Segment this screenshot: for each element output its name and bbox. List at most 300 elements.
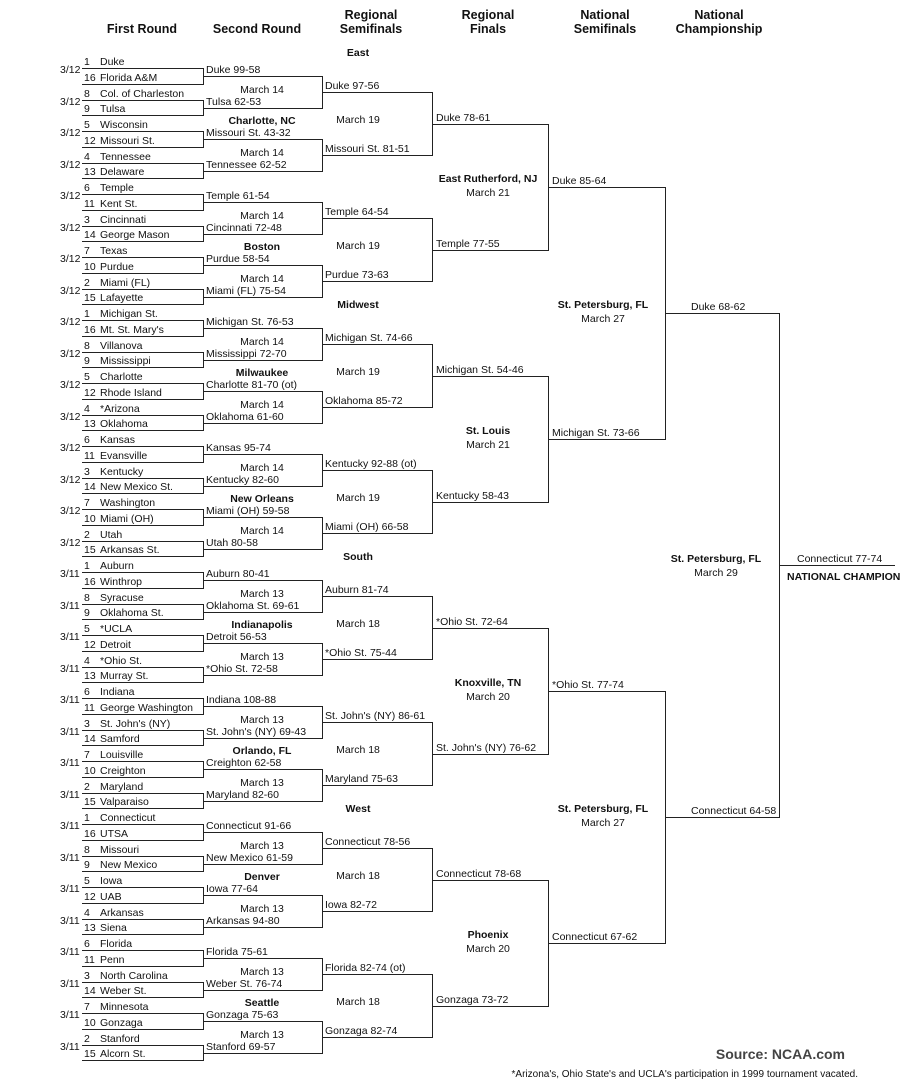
- team-seed: 16: [84, 828, 96, 840]
- team-name: Arkansas: [100, 907, 144, 919]
- game-date: 3/12: [60, 96, 81, 108]
- game-date: 3/12: [60, 222, 81, 234]
- team-seed: 14: [84, 481, 96, 493]
- championship-line: [665, 313, 779, 314]
- team-seed: 16: [84, 324, 96, 336]
- team-name: Washington: [100, 497, 156, 509]
- header-first-round: First Round: [106, 22, 178, 36]
- second-round-line: [203, 801, 322, 802]
- team-seed: 4: [84, 655, 90, 667]
- first-round-line: [82, 667, 203, 668]
- regional-semifinal-line: [322, 218, 432, 219]
- first-round-line: [82, 982, 203, 983]
- game-date: 3/11: [60, 1041, 80, 1053]
- game-date: March 19: [336, 240, 380, 252]
- first-round-line: [82, 887, 203, 888]
- first-round-line: [82, 226, 203, 227]
- team-seed: 8: [84, 592, 90, 604]
- regional-semifinal-result: Duke 97-56: [325, 80, 380, 92]
- site-name: East Rutherford, NJ: [438, 173, 538, 185]
- regional-final-result: Temple 77-55: [436, 238, 500, 250]
- team-name: Lafayette: [100, 292, 144, 304]
- second-round-line: [203, 391, 322, 392]
- team-name: Tennessee: [100, 151, 151, 163]
- first-round-line: [82, 1013, 203, 1014]
- team-name: Delaware: [100, 166, 145, 178]
- champion-line: [779, 565, 895, 566]
- team-name: Charlotte: [100, 371, 143, 383]
- first-round-line: [82, 903, 203, 904]
- team-seed: 11: [84, 954, 95, 966]
- team-name: Kent St.: [100, 198, 138, 210]
- first-round-line: [82, 257, 203, 258]
- second-round-result: Missouri St. 43-32: [206, 127, 291, 139]
- header-regional-semifinals-line2: Semifinals: [339, 22, 403, 36]
- game-date: 3/11: [60, 568, 80, 580]
- team-name: Valparaiso: [100, 796, 149, 808]
- second-round-result: Temple 61-54: [206, 190, 270, 202]
- national-semifinal-result: Michigan St. 73-66: [552, 427, 640, 439]
- game-date: March 18: [336, 744, 380, 756]
- regional-semifinal-line: [322, 407, 432, 408]
- site-name: Seattle: [244, 997, 280, 1009]
- first-round-line: [82, 1029, 203, 1030]
- team-name: George Washington: [100, 702, 193, 714]
- game-date: March 27: [581, 817, 625, 829]
- team-seed: 1: [84, 812, 90, 824]
- game-date: 3/12: [60, 379, 81, 391]
- team-seed: 14: [84, 985, 96, 997]
- first-round-line: [82, 950, 203, 951]
- game-date: March 14: [240, 462, 284, 474]
- game-date: March 13: [240, 903, 284, 915]
- header-national-championship-line2: Championship: [675, 22, 763, 36]
- first-round-line: [82, 367, 203, 368]
- team-name: Stanford: [100, 1033, 140, 1045]
- team-seed: 6: [84, 434, 90, 446]
- game-date: 3/11: [60, 663, 80, 675]
- game-date: March 21: [466, 439, 510, 451]
- game-date: 3/11: [60, 852, 80, 864]
- second-round-line: [203, 990, 322, 991]
- second-round-line: [203, 580, 322, 581]
- team-seed: 7: [84, 1001, 90, 1013]
- team-name: Connecticut: [100, 812, 156, 824]
- regional-semifinal-result: Purdue 73-63: [325, 269, 389, 281]
- second-round-line: [203, 927, 322, 928]
- first-round-line: [82, 871, 203, 872]
- team-name: UAB: [100, 891, 122, 903]
- regional-semifinal-result: Florida 82-74 (ot): [325, 962, 406, 974]
- second-round-result: Tulsa 62-53: [206, 96, 262, 108]
- second-round-line: [203, 139, 322, 140]
- game-date: March 18: [336, 996, 380, 1008]
- first-round-line: [82, 698, 203, 699]
- footnote: *Arizona's, Ohio State's and UCLA's participation in 1999 tournament vacated.: [511, 1069, 858, 1080]
- team-name: Mt. St. Mary's: [100, 324, 164, 336]
- team-name: Temple: [100, 182, 134, 194]
- team-seed: 9: [84, 607, 90, 619]
- header-regional-semifinals-line1: Regional: [344, 8, 398, 22]
- team-name: North Carolina: [100, 970, 168, 982]
- team-seed: 13: [84, 166, 96, 178]
- team-seed: 12: [84, 387, 96, 399]
- second-round-line: [203, 738, 322, 739]
- first-round-line: [82, 1060, 203, 1061]
- game-date: 3/12: [60, 442, 81, 454]
- regional-final-line: [432, 502, 548, 503]
- game-date: March 14: [240, 399, 284, 411]
- game-date: March 18: [336, 870, 380, 882]
- second-round-result: Tennessee 62-52: [206, 159, 287, 171]
- second-round-result: Gonzaga 75-63: [206, 1009, 279, 1021]
- team-name: Indiana: [100, 686, 135, 698]
- team-seed: 3: [84, 718, 90, 730]
- team-seed: 10: [84, 765, 96, 777]
- first-round-line: [82, 934, 203, 935]
- first-round-line: [82, 115, 203, 116]
- site-name: St. Petersburg, FL: [557, 299, 649, 311]
- first-round-line: [82, 509, 203, 510]
- first-round-line: [82, 383, 203, 384]
- team-name: St. John's (NY): [100, 718, 171, 730]
- game-date: March 14: [240, 336, 284, 348]
- second-round-result: Oklahoma 61-60: [206, 411, 284, 423]
- game-date: March 13: [240, 777, 284, 789]
- second-round-result: Miami (OH) 59-58: [206, 505, 290, 517]
- team-seed: 5: [84, 875, 90, 887]
- regional-semifinal-line: [322, 281, 432, 282]
- first-round-line: [82, 430, 203, 431]
- regional-semifinal-result: Iowa 82-72: [325, 899, 377, 911]
- game-date: 3/12: [60, 537, 81, 549]
- first-round-line: [82, 163, 203, 164]
- first-round-line: [82, 588, 203, 589]
- team-name: Maryland: [100, 781, 144, 793]
- header-regional-semifinals: [326, 8, 416, 36]
- team-name: Alcorn St.: [100, 1048, 146, 1060]
- regional-semifinal-result: Auburn 81-74: [325, 584, 389, 596]
- regional-semifinal-line: [322, 470, 432, 471]
- header-second-round: Second Round: [212, 22, 302, 36]
- team-name: Syracuse: [100, 592, 144, 604]
- first-round-line: [82, 210, 203, 211]
- first-round-line: [82, 399, 203, 400]
- second-round-line: [203, 675, 322, 676]
- regional-semifinal-line: [322, 155, 432, 156]
- team-name: *Ohio St.: [100, 655, 143, 667]
- game-date: March 13: [240, 840, 284, 852]
- site-name: St. Louis: [465, 425, 511, 437]
- header-national-championship: [672, 8, 766, 36]
- second-round-line: [203, 895, 322, 896]
- second-round-line: [203, 643, 322, 644]
- team-name: Florida: [100, 938, 133, 950]
- regional-semifinal-result: Miami (OH) 66-58: [325, 521, 409, 533]
- source-credit: Source: NCAA.com: [715, 1046, 845, 1062]
- national-semifinal-result: *Ohio St. 77-74: [552, 679, 624, 691]
- game-date: 3/11: [60, 978, 80, 990]
- regional-semifinal-result: Maryland 75-63: [325, 773, 398, 785]
- first-round-line: [82, 824, 203, 825]
- first-round-line: [82, 619, 203, 620]
- second-round-line: [203, 171, 322, 172]
- team-name: Weber St.: [100, 985, 147, 997]
- game-date: March 14: [240, 273, 284, 285]
- second-round-result: Connecticut 91-66: [206, 820, 292, 832]
- first-round-line: [82, 541, 203, 542]
- game-date: March 13: [240, 1029, 284, 1041]
- region-name: West: [345, 803, 371, 815]
- header-regional-finals-line2: Finals: [469, 22, 507, 36]
- team-name: Miami (FL): [100, 277, 151, 289]
- team-name: Murray St.: [100, 670, 149, 682]
- first-round-line: [82, 178, 203, 179]
- national-semifinal-result: Duke 85-64: [552, 175, 607, 187]
- team-name: Mississippi: [100, 355, 151, 367]
- team-name: *UCLA: [100, 623, 133, 635]
- regional-final-result: Kentucky 58-43: [436, 490, 509, 502]
- second-round-line: [203, 265, 322, 266]
- first-round-line: [82, 241, 203, 242]
- team-name: Cincinnati: [100, 214, 147, 226]
- team-name: George Mason: [100, 229, 170, 241]
- regional-semifinal-result: Kentucky 92-88 (ot): [325, 458, 417, 470]
- game-date: 3/12: [60, 159, 81, 171]
- team-seed: 4: [84, 403, 90, 415]
- site-name: Orlando, FL: [232, 745, 292, 757]
- team-seed: 2: [84, 781, 90, 793]
- second-round-result: Mississippi 72-70: [206, 348, 287, 360]
- regional-final-line: [432, 124, 548, 125]
- team-name: Gonzaga: [100, 1017, 143, 1029]
- first-round-line: [82, 730, 203, 731]
- second-round-result: Utah 80-58: [206, 537, 258, 549]
- region-name: South: [343, 551, 373, 563]
- regional-semifinal-line: [322, 92, 432, 93]
- national-semifinal-line: [548, 187, 665, 188]
- second-round-line: [203, 769, 322, 770]
- first-round-line: [82, 100, 203, 101]
- game-date: 3/11: [60, 820, 80, 832]
- header-national-semifinals-line1: National: [580, 8, 630, 22]
- championship-line: [665, 817, 779, 818]
- site-name: St. Petersburg, FL: [557, 803, 649, 815]
- championship-game-result: Duke 68-62: [691, 301, 746, 313]
- team-seed: 9: [84, 355, 90, 367]
- team-seed: 15: [84, 292, 96, 304]
- header-national-semifinals: [560, 8, 650, 36]
- team-seed: 15: [84, 796, 96, 808]
- site-name: Knoxville, TN: [454, 677, 522, 689]
- regional-final-result: Connecticut 78-68: [436, 868, 522, 880]
- regional-semifinal-result: Temple 64-54: [325, 206, 389, 218]
- team-seed: 3: [84, 214, 90, 226]
- team-seed: 5: [84, 119, 90, 131]
- team-seed: 1: [84, 308, 90, 320]
- first-round-line: [82, 966, 203, 967]
- game-date: 3/12: [60, 285, 81, 297]
- regional-final-line: [432, 1006, 548, 1007]
- game-date: March 13: [240, 588, 284, 600]
- team-seed: 9: [84, 103, 90, 115]
- regional-semifinal-line: [322, 344, 432, 345]
- first-round-line: [82, 808, 203, 809]
- regional-semifinal-result: Oklahoma 85-72: [325, 395, 403, 407]
- team-seed: 14: [84, 733, 96, 745]
- second-round-result: Kentucky 82-60: [206, 474, 279, 486]
- second-round-line: [203, 360, 322, 361]
- team-seed: 3: [84, 970, 90, 982]
- championship-game-result: Connecticut 64-58: [691, 805, 777, 817]
- site-name: Boston: [243, 241, 281, 253]
- regional-semifinal-line: [322, 659, 432, 660]
- site-name: Phoenix: [467, 929, 509, 941]
- region-name: East: [346, 47, 370, 59]
- game-date: March 19: [336, 492, 380, 504]
- team-name: Missouri: [100, 844, 140, 856]
- team-seed: 16: [84, 72, 96, 84]
- team-name: Siena: [100, 922, 127, 934]
- team-seed: 10: [84, 513, 96, 525]
- regional-semifinal-line: [322, 596, 432, 597]
- first-round-line: [82, 604, 203, 605]
- team-name: *Arizona: [100, 403, 140, 415]
- game-date: 3/12: [60, 505, 81, 517]
- first-round-line: [82, 147, 203, 148]
- team-name: Detroit: [100, 639, 131, 651]
- second-round-result: Oklahoma St. 69-61: [206, 600, 300, 612]
- team-name: Col. of Charleston: [100, 88, 185, 100]
- first-round-line: [82, 84, 203, 85]
- header-national-semifinals-line2: Semifinals: [573, 22, 637, 36]
- regional-final-line: [432, 376, 548, 377]
- team-name: Texas: [100, 245, 128, 257]
- first-round-line: [82, 1045, 203, 1046]
- team-name: Rhode Island: [100, 387, 162, 399]
- game-date: March 27: [581, 313, 625, 325]
- game-date: March 19: [336, 366, 380, 378]
- team-seed: 8: [84, 88, 90, 100]
- first-round-line: [82, 856, 203, 857]
- game-date: 3/11: [60, 757, 80, 769]
- first-round-line: [82, 478, 203, 479]
- team-name: Wisconsin: [100, 119, 148, 131]
- game-date: March 20: [466, 943, 510, 955]
- team-name: Penn: [100, 954, 125, 966]
- second-round-line: [203, 202, 322, 203]
- regional-semifinal-result: Missouri St. 81-51: [325, 143, 410, 155]
- team-name: Miami (OH): [100, 513, 154, 525]
- team-name: Samford: [100, 733, 140, 745]
- game-date: March 19: [336, 114, 380, 126]
- game-date: March 18: [336, 618, 380, 630]
- regional-final-result: St. John's (NY) 76-62: [436, 742, 537, 754]
- team-seed: 15: [84, 1048, 96, 1060]
- first-round-line: [82, 714, 203, 715]
- team-name: New Mexico St.: [100, 481, 173, 493]
- second-round-result: Weber St. 76-74: [206, 978, 283, 990]
- first-round-line: [82, 525, 203, 526]
- team-name: Michigan St.: [100, 308, 158, 320]
- second-round-result: St. John's (NY) 69-43: [206, 726, 307, 738]
- team-seed: 1: [84, 560, 90, 572]
- game-date: March 13: [240, 966, 284, 978]
- second-round-line: [203, 1021, 322, 1022]
- team-seed: 14: [84, 229, 96, 241]
- second-round-line: [203, 612, 322, 613]
- first-round-line: [82, 336, 203, 337]
- second-round-line: [203, 423, 322, 424]
- site-name: Denver: [244, 871, 280, 883]
- region-name: Midwest: [337, 299, 379, 311]
- first-round-line: [82, 289, 203, 290]
- second-round-result: Kansas 95-74: [206, 442, 271, 454]
- regional-final-result: Gonzaga 73-72: [436, 994, 509, 1006]
- site-name: Indianapolis: [231, 619, 293, 631]
- second-round-result: Maryland 82-60: [206, 789, 279, 801]
- game-date: 3/11: [60, 694, 80, 706]
- team-seed: 1: [84, 56, 90, 68]
- game-date: 3/12: [60, 127, 81, 139]
- second-round-line: [203, 328, 322, 329]
- regional-semifinal-line: [322, 1037, 432, 1038]
- second-round-result: Indiana 108-88: [206, 694, 277, 706]
- first-round-line: [82, 273, 203, 274]
- game-date: 3/12: [60, 474, 81, 486]
- game-date: 3/12: [60, 411, 81, 423]
- second-round-result: Florida 75-61: [206, 946, 268, 958]
- team-name: Utah: [100, 529, 123, 541]
- regional-semifinal-result: Michigan St. 74-66: [325, 332, 413, 344]
- regional-semifinal-line: [322, 722, 432, 723]
- game-date: March 13: [240, 714, 284, 726]
- site-name: St. Petersburg, FL: [670, 553, 762, 565]
- game-date: 3/12: [60, 348, 81, 360]
- header-regional-finals-line1: Regional: [461, 8, 515, 22]
- second-round-line: [203, 706, 322, 707]
- first-round-line: [82, 320, 203, 321]
- site-name: Charlotte, NC: [228, 115, 296, 127]
- second-round-line: [203, 76, 322, 77]
- regional-semifinal-result: Connecticut 78-56: [325, 836, 411, 848]
- first-round-line: [82, 919, 203, 920]
- team-name: Creighton: [100, 765, 146, 777]
- team-seed: 6: [84, 938, 90, 950]
- first-round-line: [82, 415, 203, 416]
- regional-semifinal-result: St. John's (NY) 86-61: [325, 710, 426, 722]
- second-round-line: [203, 234, 322, 235]
- team-seed: 11: [84, 198, 95, 210]
- team-seed: 2: [84, 529, 90, 541]
- national-semifinal-line: [548, 691, 665, 692]
- first-round-line: [82, 446, 203, 447]
- second-round-result: Arkansas 94-80: [206, 915, 280, 927]
- site-name: Milwaukee: [235, 367, 289, 379]
- header-national-championship-line1: National: [694, 8, 744, 22]
- regional-semifinal-line: [322, 911, 432, 912]
- game-date: 3/12: [60, 316, 81, 328]
- team-name: Florida A&M: [100, 72, 158, 84]
- team-seed: 5: [84, 623, 90, 635]
- first-round-line: [82, 777, 203, 778]
- first-round-line: [82, 651, 203, 652]
- game-date: March 20: [466, 691, 510, 703]
- game-date: 3/12: [60, 64, 81, 76]
- team-name: Villanova: [100, 340, 143, 352]
- team-name: Minnesota: [100, 1001, 149, 1013]
- team-name: Tulsa: [100, 103, 126, 115]
